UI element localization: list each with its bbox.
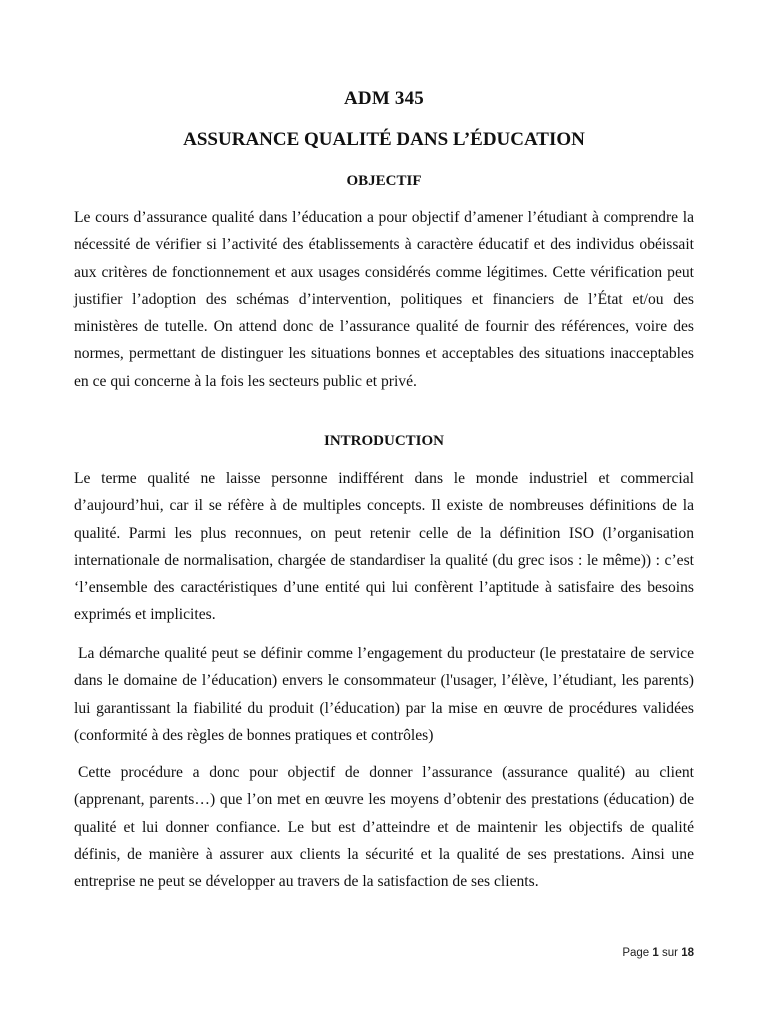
paragraph-introduction-3: Cette procédure a donc pour objectif de donner l’assurance (assurance qualité) au client (apprenant, parents…) que l’on met en œuvre les moyens d’obtenir des prestations (éducation) de qualité et lui donner confiance. Le but est d’atteindre et de maintenir les objectifs de qualité définis, de manière à assurer aux clients la sécurité et la qualité de ses prestations. Ainsi une entreprise ne peut se développer au travers de la satisfaction de ses clients. xyxy=(74,764,694,891)
section-heading-objectif: OBJECTIF xyxy=(346,173,422,189)
paragraph-introduction-1: Le terme qualité ne laisse personne indifférent dans le monde industriel et commercial d’aujourd’hui, car il se réfère à de multiples concepts. Il existe de nombreuses définitions de la qualité. Parmi les plus reconnues, on peut retenir celle de la définition ISO (l’organisation internationale de normalisation, chargée de standardiser la qualité (du grec isos : le même)) : c’est ‘l’ensemble des caractéristiques d’une entité qui lui confèrent l’aptitude à satisfaire des besoins exprimés et implicites. xyxy=(74,470,694,624)
paragraph-introduction-2: La démarche qualité peut se définir comme l’engagement du producteur (le prestataire de service dans le domaine de l’éducation) envers le consommateur (l'usager, l’élève, l’étudiant, les parents) lui garantissant la fiabilité du produit (l’éducation) par la mise en œuvre de procédures validées (conformité à des règles de bonnes pratiques et contrôles) xyxy=(74,645,694,744)
paragraph-objectif: Le cours d’assurance qualité dans l’éducation a pour objectif d’amener l’étudiant à comprendre la nécessité de vérifier si l’activité des établissements à caractère éducatif et des individus obéissait aux critères de fonctionnement et aux usages considérés comme légitimes. Cette vérification peut justifier l’adoption des schémas d’intervention, politiques et financiers de l’État et/ou des ministères de tutelle. On attend donc de l’assurance qualité de fournir des références, voire des normes, permettant de distinguer les situations bonnes et acceptables des situations inacceptables en ce qui concerne à la fois les secteurs public et privé. xyxy=(74,209,694,390)
total-pages-number: 18 xyxy=(681,947,694,959)
course-code: ADM 345 xyxy=(343,88,425,109)
section-heading-introduction: INTRODUCTION xyxy=(323,433,444,449)
page-label: Page xyxy=(622,947,650,959)
current-page-number: 1 xyxy=(652,947,659,959)
page-footer xyxy=(622,947,694,959)
of-label: sur xyxy=(662,947,678,959)
course-title: ASSURANCE QUALITÉ DANS L’ÉDUCATION xyxy=(183,129,585,150)
